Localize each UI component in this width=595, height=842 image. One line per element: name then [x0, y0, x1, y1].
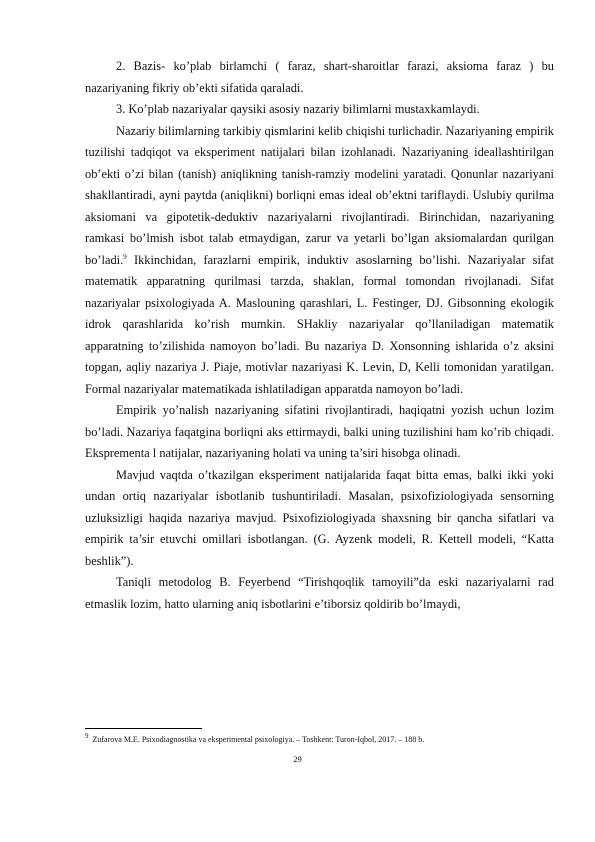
paragraph-text: Nazariy bilimlarning tarkibiy qismlarini kelib chiqishi turlichadir. Nazariyaning empirik tuzilishi tadqiqot va eksperiment natijalari bilan izohlanadi. Nazariyaning ideallashtirilgan ob’ekti o’zi bilan (tanish) aniqlikning tanish-ramziy modelini yaratadi. Qonunlar nazariyani shakllantiradi, ayni paytda (aniqlikni) borliqni emas ideal ob’ektni tariflaydi. Uslubiy qurilma aksiomani va gipotetik-deduktiv nazariyalarni rivojlantiradi. Birinchidan, nazariyaning ramkasi bo’lmish isbot talab etmaydigan, zarur va yetarli bo’lgan aksiomalardan qurilgan bo’ladi.	[85, 123, 554, 267]
page-number: 29	[293, 754, 302, 764]
paragraph-empirik-yonalish: Empirik yo’nalish nazariyaning sifatini rivojlantiradi, haqiqatni yozish uchun lozim bo’ladi. Nazariya faqatgina borliqni aks ettirmaydi, balki uning tuzilishini ham ko’rib chiqadi. Eksprementa l natijalar, nazariyaning holati va uning ta’siri hisobga olinadi.	[85, 403, 554, 460]
paragraph-feyerbend: Taniqli metodolog B. Feyerbend “Tirishqoqlik tamoyili”da eski nazariyalarni rad etmaslik lozim, hatto ularning aniq isbotlarini e’tiborsiz qoldirib bo’lmaydi,	[85, 575, 554, 611]
paragraph-text-continued: Ikkinchidan, farazlarni empirik, induktiv asoslarning bo’lishi. Nazariyalar sifat matematik apparatning qurilmasi tarzda, shaklan, formal tomondan rivojlanadi. Sifat nazariyalar psixologiyada A. Maslouning qarashlari, L. Festinger, DJ. Gibsonning ekologik idrok qarashlarida ko’rish mumkin. SHakliy nazariyalar qo’llaniladigan matematik apparatning to’zilishida namoyon bo’ladi. Bu nazariya D. Xonsonning ishlarida o’z aksini topgan, aqliy nazariya J. Piaje, motivlar nazariyasi K. Levin, D, Kelli tomonidan yaratilgan. Formal nazariyalar matematikada ishlatiladigan apparatda namoyon bo’ladi.	[85, 252, 554, 396]
paragraph-tarkibiy-qismlar	[85, 121, 554, 401]
footnote-text: Zufarova M.E. Psixodiagnostika va eksperimental psixologiya. – Toshkent: Turon-Iqbol, 2017. – 188 b.	[92, 735, 425, 744]
document-body	[85, 56, 554, 615]
paragraph-bazis: 2. Bazis- ko’plab birlamchi ( faraz, shart-sharoitlar farazi, aksioma faraz ) bu nazariyaning fikriy ob’ekti sifatida qaraladi.	[85, 59, 554, 95]
footnote-separator	[85, 728, 202, 729]
paragraph-nazariyalar: 3. Ko’plab nazariyalar qaysiki asosiy nazariy bilimlarni mustaxkamlaydi.	[116, 102, 480, 116]
footnote-reference[interactable]: 9	[123, 252, 127, 261]
footnote	[85, 734, 554, 745]
paragraph-eksperiment-natijalari: Mavjud vaqtda o’tkazilgan eksperiment natijalarida faqat bitta emas, balki ikki yoki undan ortiq nazariyalar isbotlanib tushuntiriladi. Masalan, psixofiziologiyada sensorning uzluksizligi haqida nazariya mavjud. Psixofiziologiyada shaxsning bir qancha sifatlari va empirik ta’sir etuvchi omillari isbotlangan. (G. Ayzenk modeli, R. Kettell modeli, “Katta beshlik”).	[85, 467, 554, 568]
footnote-mark: 9	[85, 732, 89, 741]
